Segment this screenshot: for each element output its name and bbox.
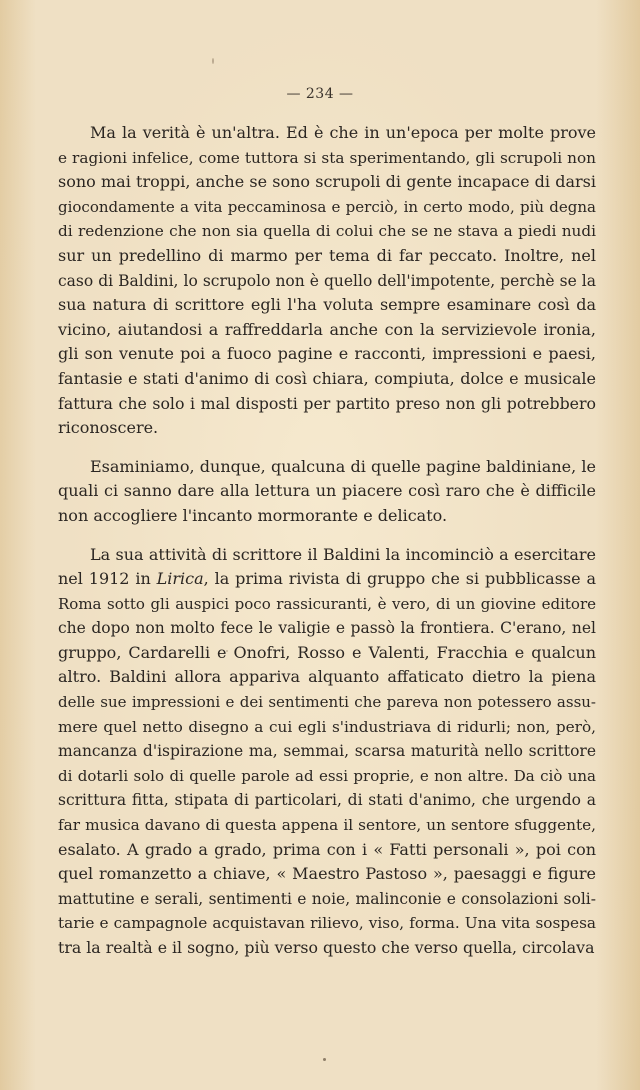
paragraph [58, 455, 596, 529]
text-line: quali ci sanno dare alla lettura un piacere così raro che è difficile [58, 481, 596, 501]
text-line: Esaminiamo, dunque, qualcuna di quelle pagine baldiniane, le [90, 456, 596, 476]
text-line: far musica davano di questa appena il sentore, un sentore sfuggente, [58, 816, 596, 835]
page-number: — 234 — [286, 86, 354, 102]
text-line: mattutine e serali, sentimenti e noie, malinconie e consolazioni soli- [58, 889, 596, 908]
text-line: mancanza d'ispirazione ma, semmai, scarsa maturità nello scrittore [58, 742, 596, 761]
ink-speck [323, 1058, 326, 1061]
text-line: altro. Baldini allora appariva alquanto affaticato dietro la piena [58, 667, 596, 687]
ink-speck [212, 58, 214, 64]
text-line: delle sue impressioni e dei sentimenti che pareva non potessero assu- [58, 693, 596, 712]
text-line: nel 1912 in Lirica, la prima rivista di gruppo che si pubblicasse a [58, 569, 597, 589]
text-line: vicino, aiutandosi a raffreddarla anche con la servizievole ironia, [58, 319, 596, 339]
text-line: mere quel netto disegno a cui egli s'industriava di ridurli; non, però, [58, 717, 596, 736]
text-line: di dotarli solo di quelle parole ad essi proprie, e non altre. Da ciò una [58, 766, 596, 785]
magazine-title: Lirica [156, 569, 204, 589]
text-line: Ma la verità è un'altra. Ed è che in un'epoca per molte prove [90, 123, 596, 142]
text-line: La sua attività di scrittore il Baldini la incominciò a esercitare [90, 544, 596, 564]
text-line: sua natura di scrittore egli l'ha voluta sempre esaminare così da [58, 295, 596, 315]
text-line: esalato. A grado a grado, prima con i « Fatti personali », poi con [58, 839, 596, 859]
text-line: fattura che solo i mal disposti per partito preso non gli potrebbero [58, 393, 596, 413]
ink-speck [226, 650, 228, 652]
text-line: che dopo non molto fece le valigie e passò la frontiera. C'erano, nel [58, 619, 596, 638]
text-line: non accogliere l'incanto mormorante e delicato. [58, 505, 448, 525]
text-line: tra la realtà e il sogno, più verso questo che verso quella, circolava [58, 938, 595, 957]
text-line: quel romanzetto a chiave, « Maestro Pastoso », paesaggi e figure [58, 864, 596, 884]
text-line: caso di Baldini, lo scrupolo non è quello dell'impotente, perchè se la [58, 271, 596, 290]
text-line: gruppo, Cardarelli e Onofri, Rosso e Valenti, Fracchia e qualcun [58, 642, 596, 662]
text-line: sono mai troppi, anche se sono scrupoli di gente incapace di darsi [58, 172, 596, 192]
text-line: scrittura fitta, stipata di particolari, di stati d'animo, che urgendo a [58, 791, 596, 810]
text-line: giocondamente a vita peccaminosa e perciò, in certo modo, più degna [58, 197, 596, 216]
text-line: riconoscere. [58, 418, 159, 438]
paragraph [58, 543, 596, 961]
text-line: di redenzione che non sia quella di colui che se ne stava a piedi nudi [58, 222, 596, 241]
text-line: gli son venute poi a fuoco pagine e racconti, impressioni e paesi, [58, 344, 596, 364]
text-line: e ragioni infelice, come tuttora si sta sperimentando, gli scrupoli non [58, 148, 596, 167]
body-text [58, 121, 596, 961]
text-line: Roma sotto gli auspici poco rassicuranti, è vero, di un giovine editore [58, 594, 596, 613]
text-line: fantasie e stati d'animo di così chiara, compiuta, dolce e musicale [58, 368, 596, 388]
text-line: tarie e campagnole acquistavan rilievo, viso, forma. Una vita sospesa [58, 914, 596, 933]
text-line: sur un predellino di marmo per tema di far peccato. Inoltre, nel [58, 245, 596, 265]
paragraph [58, 121, 596, 441]
